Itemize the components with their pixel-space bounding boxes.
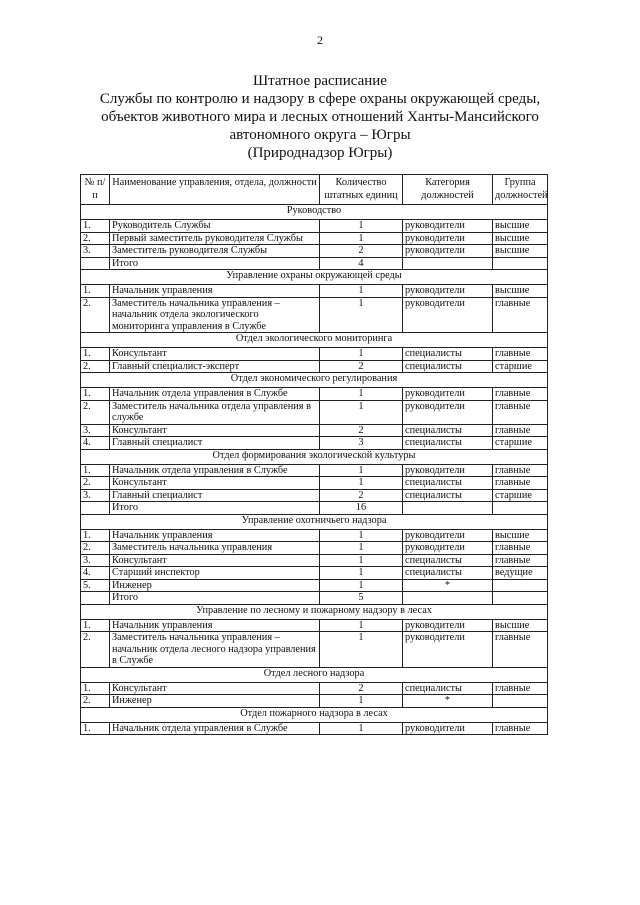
row-group: главные xyxy=(493,477,548,490)
row-category: руководители xyxy=(403,232,493,245)
row-num: 2. xyxy=(81,477,110,490)
row-qty: 1 xyxy=(320,579,403,592)
row-name: Главный специалист-эксперт xyxy=(110,360,320,373)
title-line-4: автономного округа – Югры xyxy=(229,127,411,143)
section-title: Отдел пожарного надзора в лесах xyxy=(81,707,548,722)
section-row xyxy=(81,449,548,464)
row-num: 5. xyxy=(81,579,110,592)
row-group: главные xyxy=(493,632,548,668)
row-num: 2. xyxy=(81,360,110,373)
row-qty: 1 xyxy=(320,400,403,424)
row-name: Начальник отдела управления в Службе xyxy=(110,722,320,735)
row-qty: 2 xyxy=(320,489,403,502)
table-row xyxy=(81,285,548,298)
table-row xyxy=(81,437,548,450)
row-qty: 1 xyxy=(320,619,403,632)
title-line-2: Службы по контролю и надзору в сфере охраны окружающей среды, xyxy=(99,91,541,107)
row-category: специалисты xyxy=(403,567,493,580)
row-name: Заместитель начальника управления xyxy=(110,542,320,555)
row-name: Инженер xyxy=(110,695,320,708)
row-category: руководители xyxy=(403,632,493,668)
row-qty: 1 xyxy=(320,554,403,567)
table-row xyxy=(81,529,548,542)
section-title: Отдел лесного надзора xyxy=(81,667,548,682)
row-group: ведущие xyxy=(493,567,548,580)
table-row xyxy=(81,682,548,695)
row-category: специалисты xyxy=(403,424,493,437)
row-category: специалисты xyxy=(403,682,493,695)
title-line-1: Штатное расписание xyxy=(253,73,387,89)
row-num: 1. xyxy=(81,619,110,632)
row-name: Заместитель руководителя Службы xyxy=(110,245,320,258)
row-category xyxy=(403,257,493,270)
section-row xyxy=(81,333,548,348)
section-title: Управление охотничьего надзора xyxy=(81,514,548,529)
row-category: специалисты xyxy=(403,477,493,490)
row-name: Заместитель начальника управления – начальник отдела лесного надзора управления в Службе xyxy=(110,632,320,668)
row-num: 3. xyxy=(81,245,110,258)
row-category: руководители xyxy=(403,400,493,424)
row-group: главные xyxy=(493,388,548,401)
row-category: руководители xyxy=(403,388,493,401)
section-row xyxy=(81,205,548,220)
header-qty: Количество штатных единиц xyxy=(320,175,403,205)
row-qty: 1 xyxy=(320,348,403,361)
row-num: 2. xyxy=(81,400,110,424)
table-row xyxy=(81,579,548,592)
section-title: Руководство xyxy=(81,205,548,220)
row-name: Заместитель начальника отдела управления в службе xyxy=(110,400,320,424)
row-category: специалисты xyxy=(403,437,493,450)
table-row xyxy=(81,220,548,233)
row-category xyxy=(403,502,493,515)
section-row xyxy=(81,270,548,285)
header-category: Категория должностей xyxy=(403,175,493,205)
header-name: Наименование управления, отдела, должности xyxy=(110,175,320,205)
row-name: Начальник отдела управления в Службе xyxy=(110,464,320,477)
row-qty: 1 xyxy=(320,477,403,490)
row-num: 1. xyxy=(81,722,110,735)
row-qty: 1 xyxy=(320,388,403,401)
row-group: высшие xyxy=(493,529,548,542)
row-category: руководители xyxy=(403,529,493,542)
row-num: 4. xyxy=(81,437,110,450)
row-name: Инженер xyxy=(110,579,320,592)
row-name: Итого xyxy=(110,502,320,515)
table-row xyxy=(81,257,548,270)
row-num: 3. xyxy=(81,554,110,567)
row-group: главные xyxy=(493,464,548,477)
row-group xyxy=(493,592,548,605)
table-row xyxy=(81,619,548,632)
row-group xyxy=(493,579,548,592)
row-qty: 2 xyxy=(320,682,403,695)
row-group: главные xyxy=(493,400,548,424)
table-row xyxy=(81,424,548,437)
row-category: руководители xyxy=(403,297,493,333)
row-category: руководители xyxy=(403,722,493,735)
row-group: высшие xyxy=(493,245,548,258)
row-qty: 1 xyxy=(320,285,403,298)
row-category: руководители xyxy=(403,542,493,555)
row-num: 2. xyxy=(81,542,110,555)
row-num: 4. xyxy=(81,567,110,580)
row-name: Начальник отдела управления в Службе xyxy=(110,388,320,401)
table-row xyxy=(81,567,548,580)
section-row xyxy=(81,373,548,388)
section-row xyxy=(81,667,548,682)
row-num: 2. xyxy=(81,632,110,668)
row-group: высшие xyxy=(493,220,548,233)
row-category: специалисты xyxy=(403,489,493,502)
row-group: главные xyxy=(493,424,548,437)
row-qty: 1 xyxy=(320,232,403,245)
row-name: Консультант xyxy=(110,424,320,437)
row-qty: 2 xyxy=(320,360,403,373)
row-qty: 1 xyxy=(320,529,403,542)
row-qty: 5 xyxy=(320,592,403,605)
row-name: Заместитель начальника управления – начальник отдела экологического мониторинга управления в Службе xyxy=(110,297,320,333)
row-group: высшие xyxy=(493,285,548,298)
section-title: Отдел экономического регулирования xyxy=(81,373,548,388)
row-category: руководители xyxy=(403,464,493,477)
row-num: 2. xyxy=(81,695,110,708)
row-group xyxy=(493,257,548,270)
row-num: 1. xyxy=(81,682,110,695)
row-num: 1. xyxy=(81,220,110,233)
row-category: * xyxy=(403,695,493,708)
row-group: главные xyxy=(493,722,548,735)
row-name: Первый заместитель руководителя Службы xyxy=(110,232,320,245)
table-row xyxy=(81,245,548,258)
row-group: высшие xyxy=(493,232,548,245)
row-qty: 1 xyxy=(320,464,403,477)
row-category: специалисты xyxy=(403,348,493,361)
row-num xyxy=(81,257,110,270)
row-qty: 4 xyxy=(320,257,403,270)
row-num: 1. xyxy=(81,388,110,401)
row-group xyxy=(493,502,548,515)
row-qty: 1 xyxy=(320,297,403,333)
row-num: 2. xyxy=(81,297,110,333)
row-num: 3. xyxy=(81,489,110,502)
row-group xyxy=(493,695,548,708)
table-row xyxy=(81,489,548,502)
title-line-5: (Природнадзор Югры) xyxy=(247,145,393,161)
table-body xyxy=(81,205,548,735)
row-qty: 2 xyxy=(320,424,403,437)
table-row xyxy=(81,297,548,333)
row-qty: 1 xyxy=(320,632,403,668)
row-qty: 3 xyxy=(320,437,403,450)
row-num xyxy=(81,502,110,515)
row-group: старшие xyxy=(493,437,548,450)
staffing-table xyxy=(80,174,548,735)
row-category: специалисты xyxy=(403,554,493,567)
table-row xyxy=(81,632,548,668)
row-qty: 1 xyxy=(320,567,403,580)
page-number: 2 xyxy=(317,33,323,47)
section-title: Управление охраны окружающей среды xyxy=(81,270,548,285)
row-name: Консультант xyxy=(110,682,320,695)
title-line-3: объектов животного мира и лесных отношений Ханты-Мансийского xyxy=(101,109,539,125)
row-name: Старший инспектор xyxy=(110,567,320,580)
table-row xyxy=(81,554,548,567)
row-group: главные xyxy=(493,554,548,567)
table-row xyxy=(81,592,548,605)
table-row xyxy=(81,695,548,708)
row-num: 3. xyxy=(81,424,110,437)
row-qty: 1 xyxy=(320,695,403,708)
header-num: № п/п xyxy=(81,175,110,205)
table-row xyxy=(81,400,548,424)
header-group: Группа должностей xyxy=(493,175,548,205)
row-group: главные xyxy=(493,542,548,555)
row-num: 1. xyxy=(81,529,110,542)
table-row xyxy=(81,360,548,373)
row-num: 1. xyxy=(81,285,110,298)
table-row xyxy=(81,477,548,490)
row-group: главные xyxy=(493,348,548,361)
row-num xyxy=(81,592,110,605)
row-name: Руководитель Службы xyxy=(110,220,320,233)
row-name: Итого xyxy=(110,592,320,605)
row-qty: 16 xyxy=(320,502,403,515)
table-row xyxy=(81,348,548,361)
row-name: Начальник управления xyxy=(110,529,320,542)
table-row xyxy=(81,388,548,401)
row-category: руководители xyxy=(403,220,493,233)
row-group: главные xyxy=(493,297,548,333)
row-category: руководители xyxy=(403,245,493,258)
table-row xyxy=(81,722,548,735)
section-row xyxy=(81,514,548,529)
row-qty: 2 xyxy=(320,245,403,258)
row-qty: 1 xyxy=(320,220,403,233)
row-qty: 1 xyxy=(320,722,403,735)
row-name: Итого xyxy=(110,257,320,270)
row-group: старшие xyxy=(493,489,548,502)
row-num: 1. xyxy=(81,348,110,361)
row-num: 2. xyxy=(81,232,110,245)
section-title: Отдел экологического мониторинга xyxy=(81,333,548,348)
row-name: Начальник управления xyxy=(110,285,320,298)
row-category xyxy=(403,592,493,605)
row-name: Начальник управления xyxy=(110,619,320,632)
row-group: главные xyxy=(493,682,548,695)
row-category: руководители xyxy=(403,285,493,298)
row-name: Консультант xyxy=(110,554,320,567)
section-title: Управление по лесному и пожарному надзору в лесах xyxy=(81,604,548,619)
table-header-row xyxy=(81,175,548,205)
row-category: специалисты xyxy=(403,360,493,373)
row-group: высшие xyxy=(493,619,548,632)
row-name: Главный специалист xyxy=(110,489,320,502)
row-group: старшие xyxy=(493,360,548,373)
row-name: Консультант xyxy=(110,477,320,490)
table-row xyxy=(81,502,548,515)
section-row xyxy=(81,604,548,619)
row-qty: 1 xyxy=(320,542,403,555)
row-name: Консультант xyxy=(110,348,320,361)
row-name: Главный специалист xyxy=(110,437,320,450)
section-row xyxy=(81,707,548,722)
table-row xyxy=(81,232,548,245)
row-num: 1. xyxy=(81,464,110,477)
table-row xyxy=(81,464,548,477)
row-category: руководители xyxy=(403,619,493,632)
section-title: Отдел формирования экологической культуры xyxy=(81,449,548,464)
document-title xyxy=(60,72,580,162)
row-category: * xyxy=(403,579,493,592)
table-row xyxy=(81,542,548,555)
